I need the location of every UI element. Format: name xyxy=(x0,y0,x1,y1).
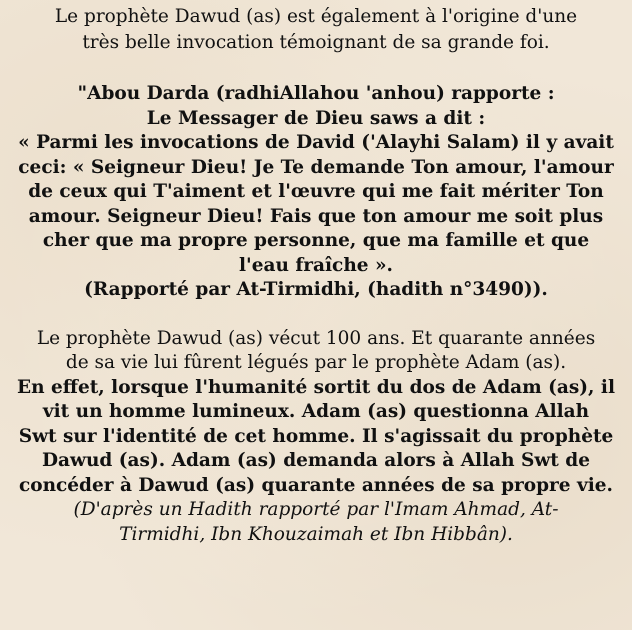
story-detail: En effet, lorsque l'humanité sortit du dos de Adam (as), il vit un homme lumineux. Adam (as) questionna Allah Swt sur l'identité de cet homme. Il s'agissait du prophète Dawud (as). Adam (as) demanda alors à Allah Swt de concéder à Dawud (as) quarante années de sa propre vie. xyxy=(17,376,615,496)
story-intro: Le prophète Dawud (as) vécut 100 ans. Et quarante années de sa vie lui fûrent légués par le prophète Adam (as). xyxy=(36,327,596,373)
intro-paragraph: Le prophète Dawud (as) est également à l'origine d'une très belle invocation témoignant de sa grande foi. xyxy=(54,6,578,53)
section-spacer xyxy=(12,303,620,327)
story-source: (D'après un Hadith rapporté par l'Imam Ahmad, At- Tirmidhi, Ibn Khouzaimah et Ibn Hibbân). xyxy=(73,499,559,545)
hadith-quote: "Abou Darda (radhiAllahou 'anhou) rapporte : Le Messager de Dieu saws a dit : « Parmi les invocations de David ('Alayhi Salam) il y avait ceci: « Seigneur Dieu! Je Te demande Ton amour, l'amour de ceux qui T'aiment et l'œuvre qui me fait mériter Ton amour. Seigneur Dieu! Fais que ton amour me soit plus cher que ma propre personne, que ma famille et que l'eau fraîche ». (Rapporté par At-Tirmidhi, (hadith n°3490)). xyxy=(18,83,614,300)
